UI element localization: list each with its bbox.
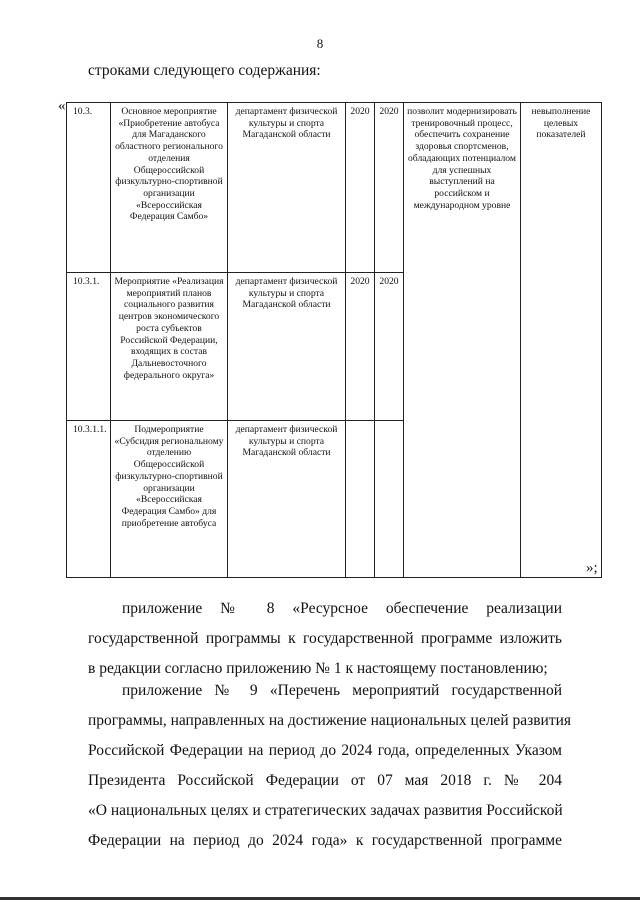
table-row [67, 103, 602, 273]
activity-name: Основное мероприятие «Приобретение автобуса для Магаданского областного регионального отделения Общероссийской физкультурно-спортивной организации «Всероссийская Федерация Самбо» [111, 103, 228, 273]
text-line: государственной программы к государственной программе изложить [88, 630, 562, 647]
activities-table [66, 102, 602, 578]
text-line: в редакции согласно приложению № 1 к настоящему постановлению; [88, 660, 548, 677]
text-line: Федерации на период до 2024 года» к государственной программе [88, 832, 562, 849]
paragraph-appendix-8 [88, 594, 562, 684]
responsible-department: департамент физической культуры и спорта Магаданской области [228, 103, 346, 273]
start-year: 2020 [346, 273, 375, 421]
closing-quote: »; [586, 560, 598, 576]
activity-name: Подмероприятие «Субсидия региональному отделению Общероссийской физкультурно-спортивной организации «Всероссийская Федерация Самбо» для приобретение автобуса [111, 421, 228, 578]
non-fulfillment-consequence: невыполнение целевых показателей [521, 103, 602, 578]
end-year [375, 421, 404, 578]
end-year: 2020 [375, 273, 404, 421]
text-line: Российской Федерации на период до 2024 года, определенных Указом [88, 742, 562, 759]
opening-quote: « [58, 98, 66, 114]
text-line: Президента Российской Федерации от 07 мая 2018 г. № 204 [88, 772, 562, 789]
paragraph-appendix-9 [88, 676, 572, 856]
start-year: 2020 [346, 103, 375, 273]
intro-text: строками следующего содержания: [88, 62, 321, 79]
text-line: «О национальных целях и стратегических задачах развития Российской [88, 802, 563, 819]
row-number: 10.3.1. [67, 273, 111, 421]
end-year: 2020 [375, 103, 404, 273]
row-number: 10.3. [67, 103, 111, 273]
responsible-department: департамент физической культуры и спорта Магаданской области [228, 421, 346, 578]
text-line: программы, направленных на достижение национальных целей развития [88, 712, 572, 729]
expected-result: позволит модернизировать тренировочный процесс, обеспечить сохранение здоровья спортсменов, обладающих потенциалом для успешных выступлений на российском и международном уровне [404, 103, 521, 578]
start-year [346, 421, 375, 578]
responsible-department: департамент физической культуры и спорта Магаданской области [228, 273, 346, 421]
activity-name: Мероприятие «Реализация мероприятий планов социального развития центров экономического роста субъектов Российской Федерации, входящих в состав Дальневосточного федерального округа» [111, 273, 228, 421]
text-line: приложение № 8 «Ресурсное обеспечение реализации [122, 600, 562, 617]
text-line: приложение № 9 «Перечень мероприятий государственной [122, 682, 562, 699]
page-number: 8 [316, 36, 324, 51]
footer-rule [0, 897, 640, 900]
row-number: 10.3.1.1. [67, 421, 111, 578]
